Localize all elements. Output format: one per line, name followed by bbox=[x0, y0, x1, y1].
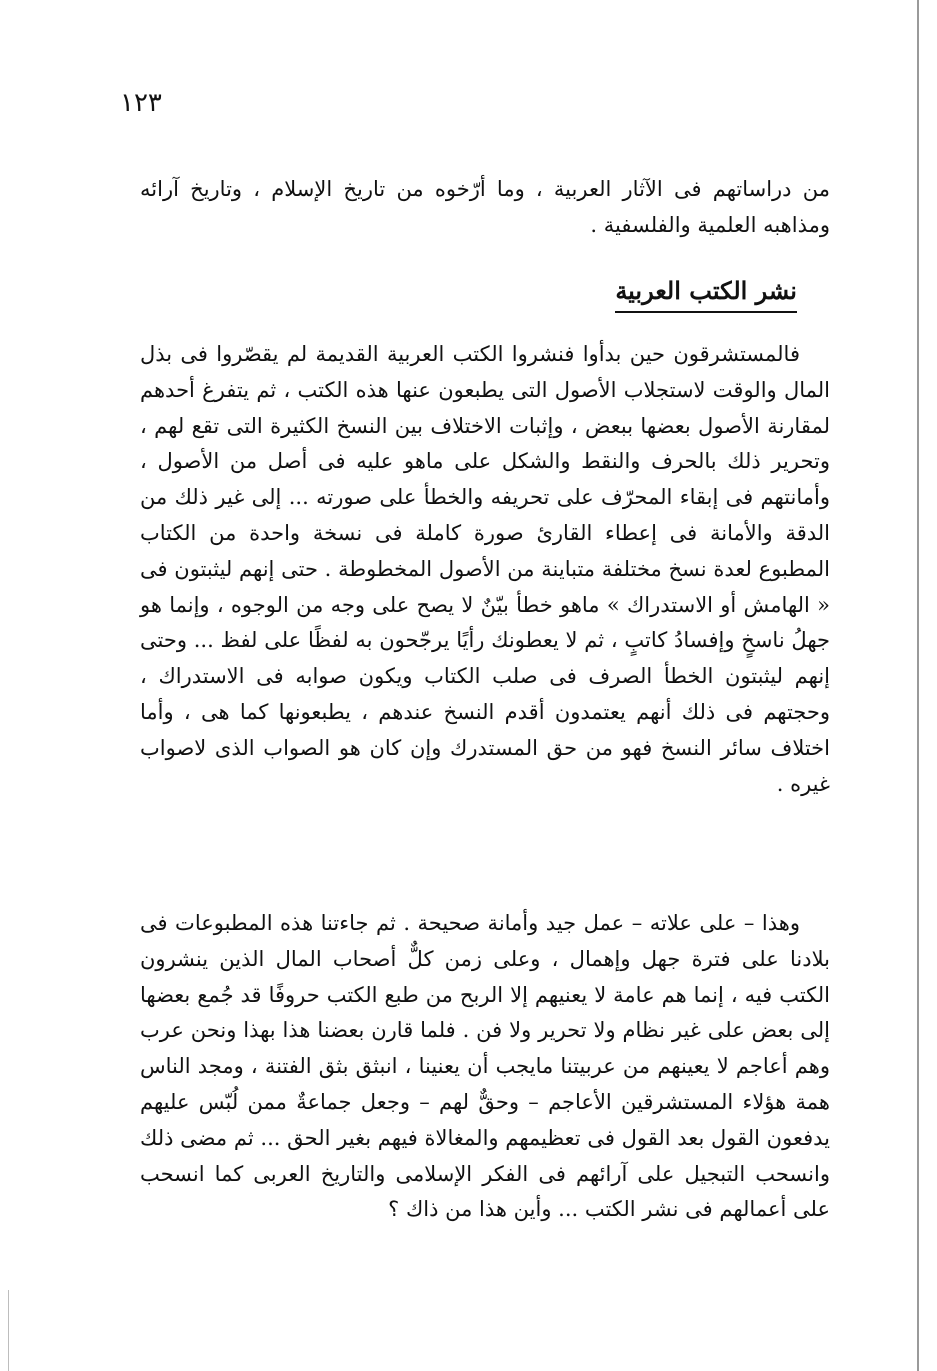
page-number: ١٢٣ bbox=[120, 88, 162, 118]
scan-edge-line bbox=[917, 0, 919, 1371]
body-paragraph-2: وهذا – على علاته – عمل جيد وأمانة صحيحة . ثم جاءتنا هذه المطبوعات فى بلادنا على فترة جهل وإهمال ، وعلى زمن كلٌّ أصحاب المال الذين ينشرون الكتب فيه ، إنما هم عامة لا يعنيهم إلا الربح من طبع الكتب حروفًا قد جُمع بعضها إلى بعض على غير نظام ولا تحرير ولا فن . فلما قارن بعضنا هذا بهذا ونحن عرب وهم أعاجم لا يعينهم من عربيتنا مايجب أن يعنينا ، انبثق بثق الفتنة ، ومجد الناس همة هؤلاء المستشرقين الأعاجم – وحقٌّ لهم – وجعل جماعةٌ ممن لُبّس عليهم يدفعون القول بعد القول فى تعظيمهم والمغالاة فيهم بغير الحق ... ثم مضى ذلك وانسحب التبجيل على آرائهم فى الفكر الإسلامى والتاريخ العربى كما انسحب على أعمالهم فى نشر الكتب ... وأين هذا من ذاك ؟ bbox=[140, 911, 830, 1222]
scan-edge-mark bbox=[8, 1290, 9, 1371]
body-paragraph-1: فالمستشرقون حين بدأوا فنشروا الكتب العربية القديمة لم يقصّروا فى بذل المال والوقت لاستجلاب الأصول التى يطبعون عنها هذه الكتب ، ثم يتفرغ أحدهم لمقارنة الأصول بعضها ببعض ، وإثبات الاختلاف بين النسخ الكثيرة التى تقع لهم ، وتحرير ذلك بالحرف والنقط والشكل على ماهو عليه فى أصل من الأصول ، وأمانتهم فى إبقاء المحرّف على تحريفه والخطأ على صورته ... إلى غير ذلك من الدقة والأمانة فى إعطاء القارئ صورة كاملة فى نسخة واحدة من الكتاب المطبوع لعدة نسخ مختلفة متباينة من الأصول المخطوطة . حتى إنهم ليثبتون فى « الهامش أو الاستدراك » ماهو خطأ بيّنٌ لا يصح على وجه من الوجوه ، وإنما هو جهلُ ناسخٍ وإفسادُ كاتبٍ ، ثم لا يعطونك رأيًا يرجّحون به لفظًا على لفظ ... وحتى إنهم ليثبتون الخطأ الصرف فى صلب الكتاب ويكون صوابه فى الاستدراك ، وحجتهم فى ذلك أنهم يعتمدون أقدم النسخ عندهم ، يطبعونها كما هى ، وأما اختلاف سائر النسخ فهو من حق المستدرك وإن كان هو الصواب الذى لاصواب غيره . bbox=[140, 342, 830, 796]
section-heading: نشر الكتب العربية bbox=[615, 276, 797, 313]
intro-paragraph: من دراساتهم فى الآثار العربية ، وما أرّخوه من تاريخ الإسلام ، وتاريخ آرائه ومذاهبه العلمية والفلسفية . bbox=[140, 177, 830, 237]
